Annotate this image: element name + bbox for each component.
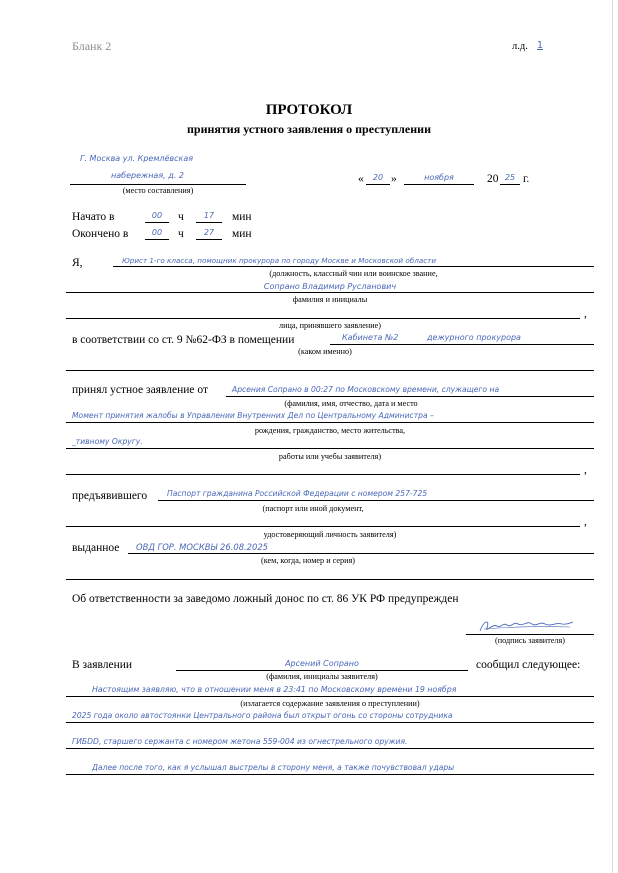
end-h-label: ч [178,228,184,240]
date-year-suffix: 25 [504,173,516,182]
applicant-comma: , [584,464,587,476]
end-min-label: мин [232,228,252,240]
applicant-label: принял устное заявление от [72,384,208,396]
date-day: 20 [372,173,384,182]
applicant-signature [478,617,574,635]
date-month-underline [404,184,474,185]
premises-caption: (каком именно) [298,347,352,356]
date-month: ноября [424,173,454,182]
document-comma: , [584,516,587,528]
officer-position: Юрист 1-го класса, помощник прокурора по городу Москве и Московской области [122,256,437,265]
applicant-line-2-underline [66,422,594,423]
end-minutes-underline [196,239,222,240]
place-underline [70,184,246,185]
end-minutes: 27 [203,228,215,237]
document-label: предъявившего [72,490,148,502]
signature-mark [478,617,574,635]
start-minutes-underline [196,222,222,223]
applicant-line-3-underline [66,448,594,449]
signature-underline [466,634,594,635]
start-minutes: 17 [203,211,215,220]
applicant-caption-3: работы или учебы заявителя) [278,452,382,461]
officer-name: Сопрано Владимир Русланович [263,282,397,291]
document-caption-1: (паспорт или иной документ, [262,504,364,513]
statement-name-underline [176,670,468,671]
end-hours-underline [145,239,169,240]
document-value: Паспорт гражданина Российской Федерации с номером 257-725 [167,489,428,498]
statement-caption: (излагается содержание заявления о преступлении) [240,699,420,708]
place-line-2: набережная, д. 2 [111,171,184,180]
form-label: Бланк 2 [72,39,112,53]
applicant-line-4-underline [66,474,580,475]
statement-line-3: ГИБDD, старшего сержанта с номером жетона 559-004 из огнестрельного оружия. [72,737,408,746]
premises-line-2-underline [66,370,594,371]
date-open-quote: « [358,173,364,185]
date-day-underline [366,184,390,185]
statement-label: В заявлении [72,659,133,671]
statement-line-1-underline [66,696,594,697]
applicant-caption-2: рождения, гражданство, место жительства, [254,426,406,435]
officer-comma: , [584,308,587,320]
applicant-line-3: _тивному Округу. [72,437,143,446]
document-caption-2: удостоверяющий личность заявителя) [263,530,397,539]
applicant-line-2: Момент принятия жалобы в Управлении Внутренних Дел по Центральному Администра – [72,411,434,420]
applicant-caption-1: (фамилия, имя, отчество, дата и место [284,399,418,408]
applicant-line-1: Арсения Сопрано в 00:27 по Московскому времени, служащего на [232,385,500,394]
document-underline [158,500,594,501]
statement-line-2: 2025 года около автостоянки Центрального района был открыт огонь со стороны сотрудника [72,711,453,720]
document-line-2-underline [66,526,580,527]
date-year-unit: г. [523,173,530,185]
start-hours: 00 [151,211,163,220]
statement-line-4-underline [66,774,594,775]
page-subtitle: принятия устного заявления о преступлении [187,122,431,136]
sheet-number: 1 [537,40,544,51]
statement-line-3-underline [66,748,594,749]
officer-position-caption: (должность, классный чин или воинское звание, [269,269,438,278]
end-hours: 00 [151,228,163,237]
start-h-label: ч [178,211,184,223]
statement-line-4: Далее после того, как я услышал выстрелы в сторону меня, а также почувствовал удары [92,763,455,772]
officer-caption-3: лица, принявшего заявление) [279,321,381,330]
warning-text: Об ответственности за заведомо ложный донос по ст. 86 УК РФ предупрежден [72,593,459,605]
sheet-label: л.д. [512,41,528,52]
date-close-quote: » [391,173,397,185]
place-caption: (место составления) [122,186,194,195]
start-hours-underline [145,222,169,223]
issued-caption: (кем, когда, номер и серия) [261,556,355,565]
date-year-underline [500,184,520,185]
issued-line-2-underline [66,579,594,580]
statement-line-2-underline [66,722,594,723]
statement-name: Арсений Сопрано [285,659,359,668]
premises-room-tail: дежурного прокурора [427,333,521,342]
statement-name-caption: (фамилия, инициалы заявителя) [266,672,378,681]
premises-room: Кабинета №2 [342,333,399,342]
statement-line-1: Настоящим заявляю, что в отношении меня в 23:41 по Московскому времени 19 ноября [92,685,457,694]
start-min-label: мин [232,211,252,223]
officer-name-caption: фамилия и инициалы [292,295,368,304]
signature-caption: (подпись заявителя) [495,636,565,645]
issued-underline [128,553,594,554]
issued-label: выданное [72,542,120,554]
statement-reported: сообщил следующее: [476,659,581,671]
i-label: Я, [72,257,83,269]
officer-name-underline [66,292,594,293]
date-year-prefix: 20 [487,173,499,185]
premises-underline [330,344,594,345]
issued-value: ОВД ГОР. МОСКВЫ 26.08.2025 [136,542,269,552]
officer-line-3-underline [66,318,580,319]
premises-label: в соответствии со ст. 9 №62-ФЗ в помещении [72,334,295,346]
start-label: Начато в [72,211,115,223]
end-label: Окончено в [72,228,129,240]
page-title: ПРОТОКОЛ [265,102,353,118]
applicant-line-1-underline [226,396,594,397]
place-line-1: Г. Москва ул. Кремлёвская [80,154,194,163]
officer-position-underline [113,266,594,267]
